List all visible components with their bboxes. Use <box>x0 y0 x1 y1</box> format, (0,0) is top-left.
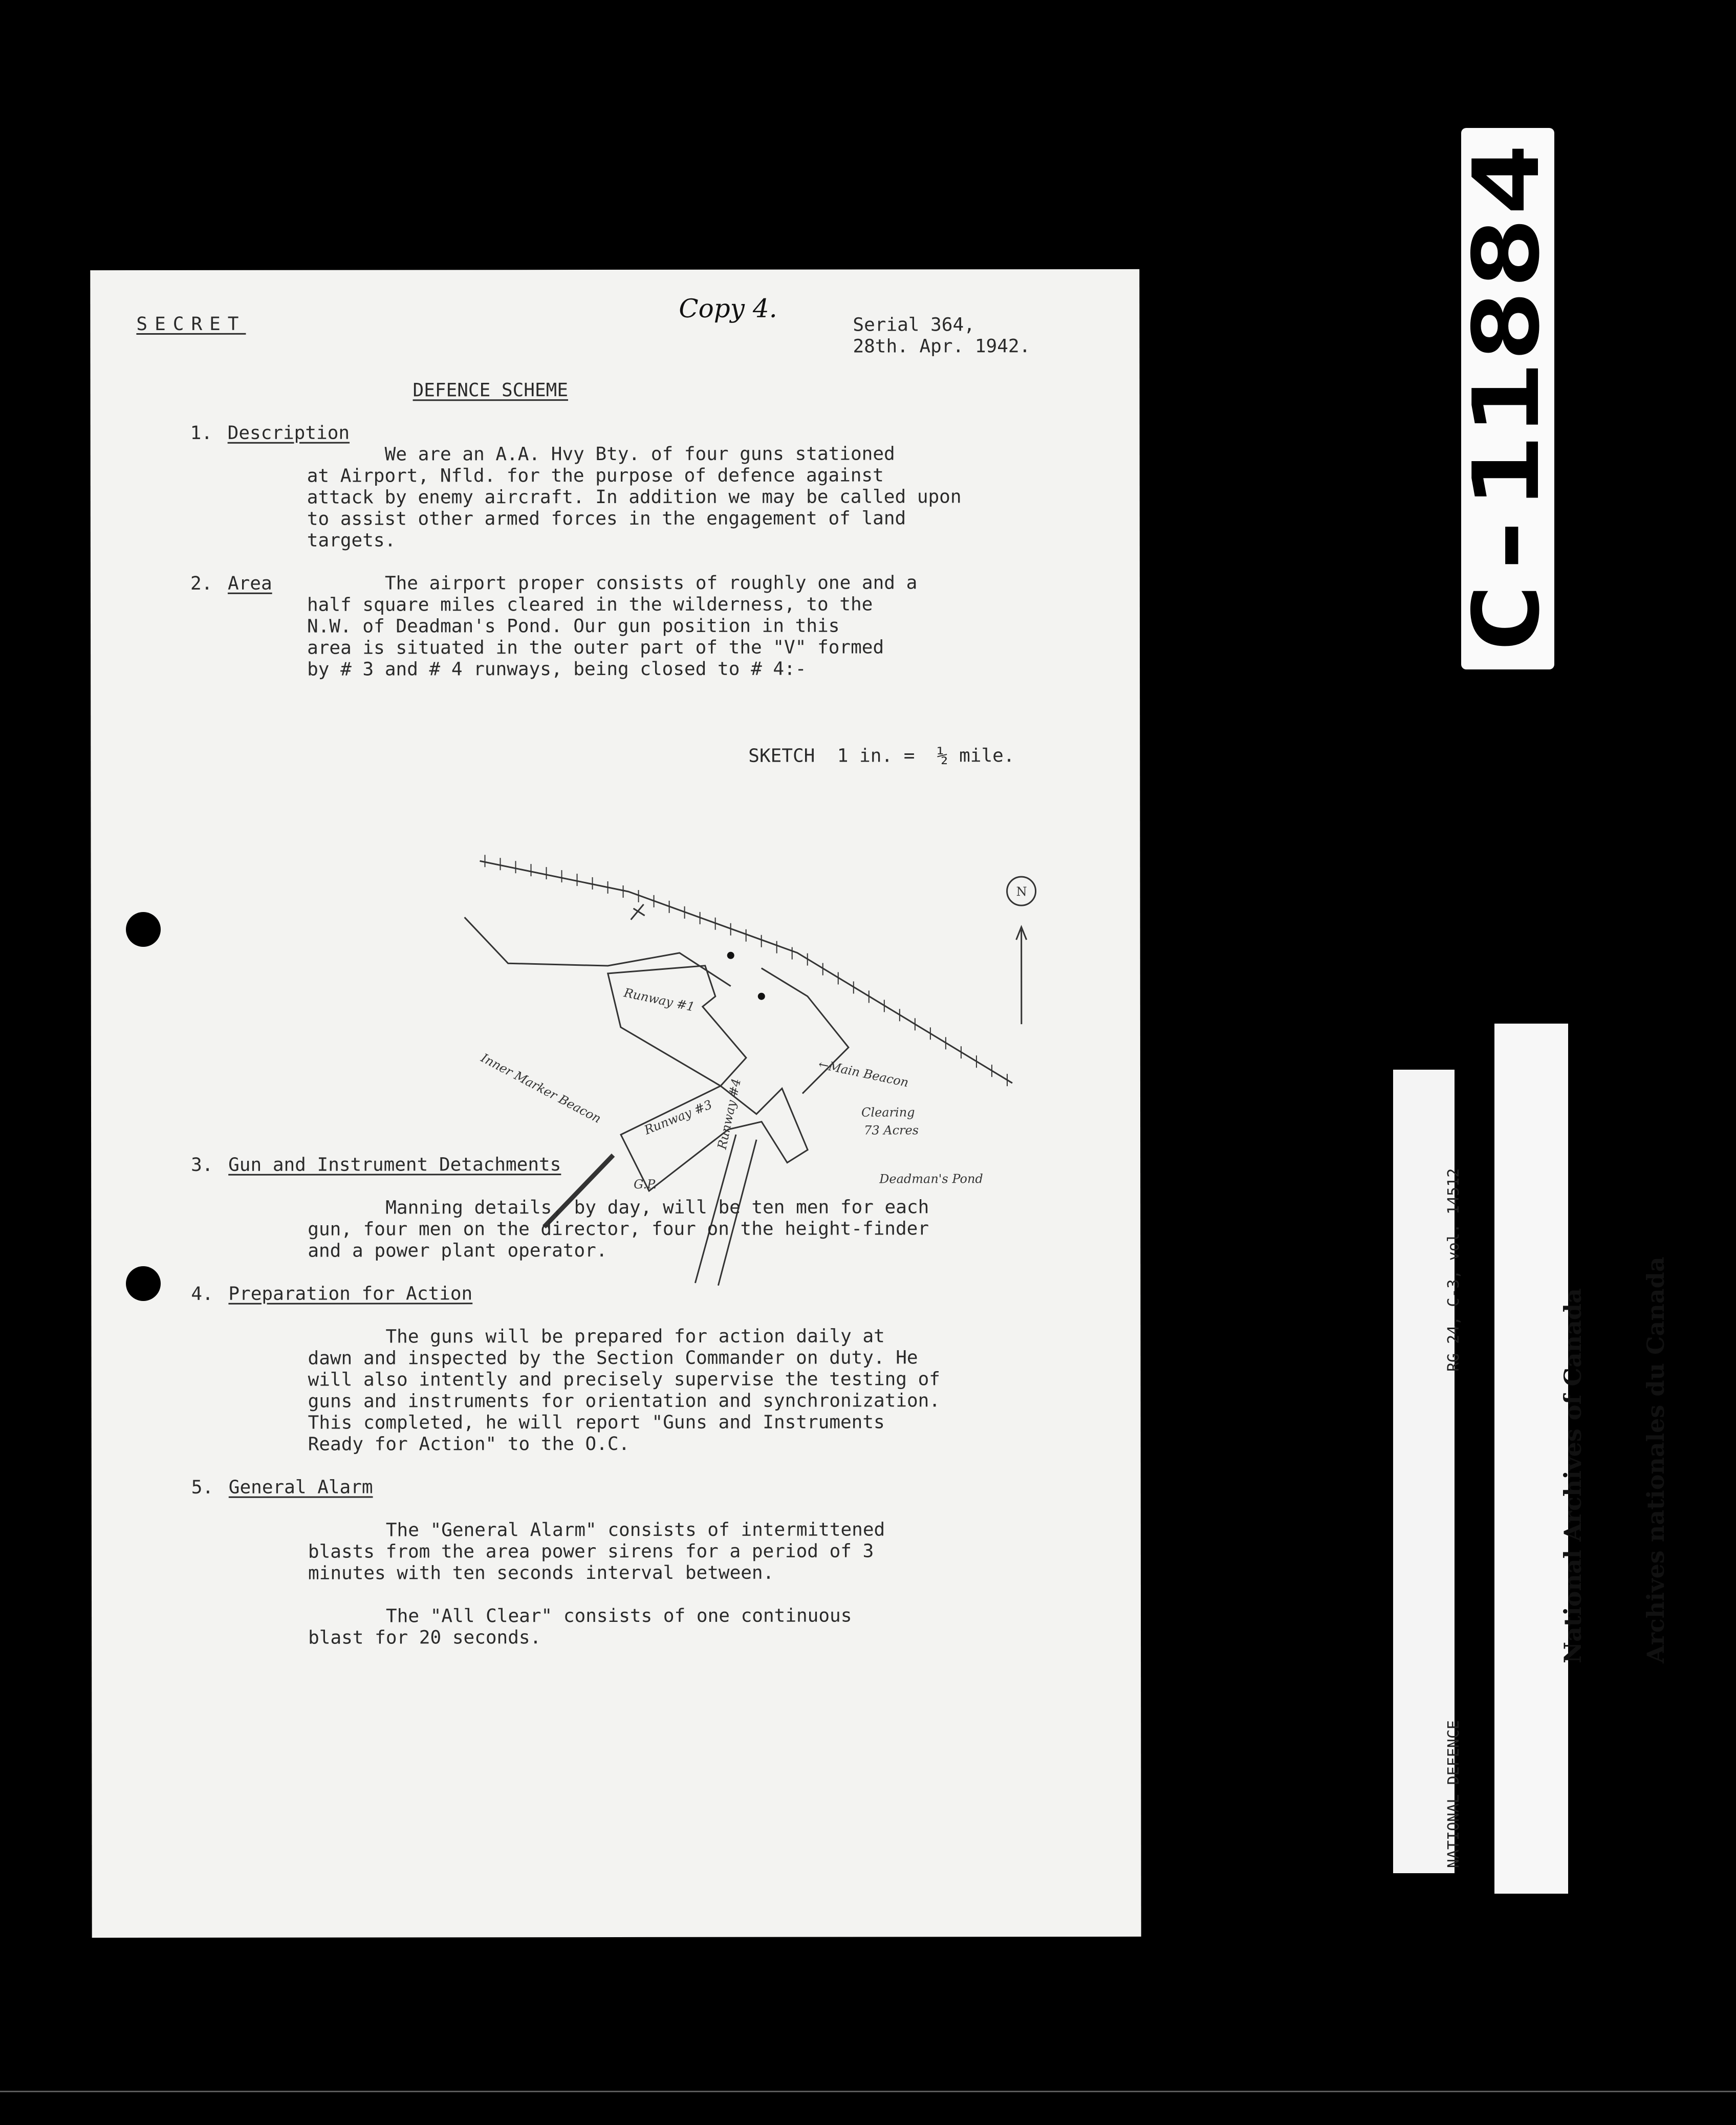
runway-4-label: Runway #4 <box>714 1077 744 1151</box>
section-number: 1. <box>190 422 213 444</box>
body-line: N.W. of Deadman's Pond. Our gun position in this <box>307 615 840 637</box>
punch-hole <box>126 912 161 947</box>
punch-hole <box>126 1266 161 1301</box>
runway-3-outline <box>621 1086 808 1191</box>
classification-mark: SECRET <box>136 313 246 335</box>
body-line: will also intently and precisely supervise the testing of <box>308 1369 941 1391</box>
section-number: 3. <box>191 1154 213 1176</box>
department-line: NATIONAL DEFENCE <box>1445 1720 1463 1868</box>
body-line: blasts from the area power sirens for a period of 3 <box>308 1541 874 1563</box>
gun-position-label: G.P. <box>634 1177 657 1191</box>
frame-number-tag <box>1453 128 1559 669</box>
section-heading: Description <box>227 422 350 444</box>
section-heading: Area <box>227 573 272 594</box>
inner-marker-label: Inner Marker Beacon <box>479 1050 604 1126</box>
document-date: 28th. Apr. 1942. <box>853 336 1031 357</box>
runway-1-label: Runway #1 <box>622 985 696 1014</box>
section-number: 2. <box>190 573 213 594</box>
reference-label <box>1393 1070 1463 1873</box>
body-line: This completed, he will report "Guns and Instruments <box>308 1412 885 1434</box>
body-line: gun, four men on the director, four on the height-finder <box>308 1218 929 1240</box>
body-line: minutes with ten seconds interval between. <box>308 1562 774 1584</box>
acres-label: 73 Acres <box>864 1123 919 1138</box>
document-page <box>90 269 1141 1938</box>
section-heading: General Alarm <box>228 1477 373 1498</box>
document-title: DEFENCE SCHEME <box>413 380 568 401</box>
railway-line <box>480 860 1012 1083</box>
body-line: dawn and inspected by the Section Commander on duty. He <box>308 1347 918 1369</box>
road <box>465 917 731 987</box>
film-edge-line <box>0 2091 1736 2092</box>
body-line: by # 3 and # 4 runways, being closed to # 4:- <box>307 658 807 680</box>
body-line: Manning details, by day, will be ten men for each <box>385 1197 929 1219</box>
frame-number: C-11884 <box>1453 271 1559 655</box>
body-line: Ready for Action" to the O.C. <box>308 1433 630 1455</box>
body-line: and a power plant operator. <box>308 1240 607 1262</box>
archives-label <box>1494 1024 1669 1894</box>
section-heading: Preparation for Action <box>228 1283 473 1305</box>
clearing-label: Clearing <box>861 1105 915 1120</box>
railway-ties <box>485 854 1007 1087</box>
body-line: The "General Alarm" consists of intermittened <box>385 1519 885 1541</box>
section-number: 4. <box>191 1283 213 1305</box>
body-line: area is situated in the outer part of the "V" formed <box>307 637 884 659</box>
body-line: at Airport, Nfld. for the purpose of defence against <box>307 465 884 487</box>
north-arrow <box>1016 927 1027 1024</box>
archives-name-fr: Archives nationales du Canada <box>1642 1256 1669 1663</box>
section-number: 5. <box>191 1477 214 1498</box>
road-branch <box>631 904 645 920</box>
pond-label: Deadman's Pond <box>879 1172 983 1186</box>
body-line: The "All Clear" consists of one continuous <box>386 1605 852 1627</box>
airport-sketch-map <box>90 269 1140 1294</box>
body-line: attack by enemy aircraft. In addition we may be called upon <box>307 486 962 508</box>
body-line: half square miles cleared in the wilderness, to the <box>307 594 873 616</box>
runway-1-outline <box>608 966 746 1086</box>
body-line: The guns will be prepared for action daily at <box>385 1326 885 1348</box>
body-line: We are an A.A. Hvy Bty. of four guns stationed <box>384 443 895 465</box>
body-line: targets. <box>307 530 396 551</box>
serial-number: Serial 364, <box>853 314 975 336</box>
body-line: The airport proper consists of roughly one and a <box>384 572 918 594</box>
copy-annotation: Copy 4. <box>679 293 777 323</box>
runway-3-label: Runway #3 <box>642 1097 714 1138</box>
section-heading: Gun and Instrument Detachments <box>228 1154 561 1176</box>
body-line: blast for 20 seconds. <box>308 1627 541 1649</box>
main-beacon-label: ←Main Beacon <box>817 1057 910 1090</box>
body-line: guns and instruments for orientation and synchronization. <box>308 1390 941 1412</box>
reference-line: RG 24, C-3, vol. 14512 <box>1445 1168 1463 1372</box>
body-line: to assist other armed forces in the engagement of land <box>307 508 906 530</box>
archives-name-en: National Archives of Canada <box>1559 1288 1587 1663</box>
north-label: N <box>1016 884 1027 899</box>
sketch-scale: SKETCH 1 in. = ½ mile. <box>748 745 1015 767</box>
